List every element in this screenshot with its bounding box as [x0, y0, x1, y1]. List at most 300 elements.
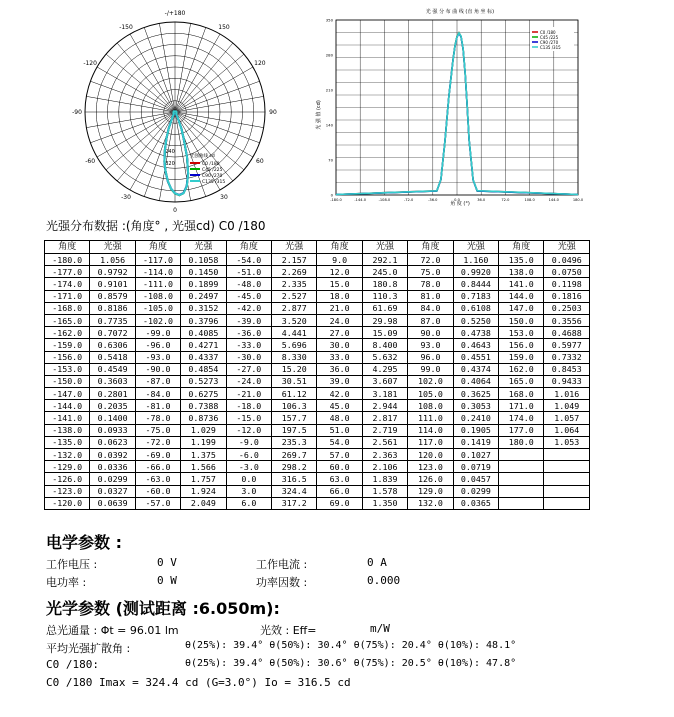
- polar-radial-label: 320: [165, 161, 175, 167]
- table-cell: 30.51: [272, 375, 317, 387]
- table-cell: -66.0: [135, 461, 180, 473]
- table-cell: 171.0: [499, 400, 544, 412]
- table-cell: 1.350: [362, 497, 407, 509]
- table-cell: 0.5273: [181, 375, 226, 387]
- polar-angle-label: 30: [220, 193, 228, 201]
- table-cell: -171.0: [45, 290, 90, 302]
- table-cell: 0.1905: [453, 424, 498, 436]
- table-cell: 0.3152: [181, 302, 226, 314]
- table-cell: 57.0: [317, 449, 362, 461]
- table-cell: 66.0: [317, 485, 362, 497]
- table-cell: [544, 449, 590, 461]
- table-cell: 75.0: [408, 266, 453, 278]
- curve-x-tick: 0.0: [454, 198, 460, 202]
- table-cell: 33.0: [317, 351, 362, 363]
- table-header-cell: 角度: [226, 241, 271, 254]
- polar-legend: [190, 152, 225, 185]
- table-cell: 6.0: [226, 497, 271, 509]
- table-cell: 126.0: [408, 473, 453, 485]
- table-cell: 0.0639: [90, 497, 135, 509]
- table-cell: -87.0: [135, 375, 180, 387]
- curve-y-tick: 70: [328, 157, 333, 163]
- c0-beam-angle-values: θ(25%): 39.4° θ(50%): 30.6° θ(75%): 20.5° θ(10%): 47.8°: [185, 658, 517, 669]
- table-cell: 0.4085: [181, 327, 226, 339]
- table-cell: 0.3796: [181, 314, 226, 326]
- curve-x-tick: 36.0: [477, 198, 486, 202]
- table-cell: 0.2035: [90, 400, 135, 412]
- table-cell: 4.295: [362, 363, 407, 375]
- table-cell: -81.0: [135, 400, 180, 412]
- table-cell: -75.0: [135, 424, 180, 436]
- table-cell: 0.0392: [90, 449, 135, 461]
- table-cell: 27.0: [317, 327, 362, 339]
- table-cell: -78.0: [135, 412, 180, 424]
- table-cell: -132.0: [45, 449, 90, 461]
- table-row: [45, 314, 590, 326]
- table-cell: 0.6306: [90, 339, 135, 351]
- table-cell: -120.0: [45, 497, 90, 509]
- table-cell: 15.20: [272, 363, 317, 375]
- curve-x-tick: 108.0: [524, 198, 535, 202]
- table-cell: 2.527: [272, 290, 317, 302]
- table-cell: 1.029: [181, 424, 226, 436]
- table-cell: -9.0: [226, 436, 271, 448]
- table-row: [45, 449, 590, 461]
- table-cell: 0.1419: [453, 436, 498, 448]
- table-cell: -6.0: [226, 449, 271, 461]
- curve-y-tick: 350: [325, 17, 333, 23]
- table-cell: 1.757: [181, 473, 226, 485]
- table-cell: -96.0: [135, 339, 180, 351]
- table-row: [45, 473, 590, 485]
- polar-chart: [70, 5, 280, 215]
- table-cell: 9.0: [317, 254, 362, 266]
- table-row: [45, 339, 590, 351]
- table-cell: 106.3: [272, 400, 317, 412]
- table-cell: -33.0: [226, 339, 271, 351]
- table-header-cell: 角度: [135, 241, 180, 254]
- table-cell: 235.3: [272, 436, 317, 448]
- voltage-label: 工作电压 :: [46, 558, 98, 571]
- table-cell: 2.157: [272, 254, 317, 266]
- table-header-cell: 光强: [453, 241, 498, 254]
- table-cell: 81.0: [408, 290, 453, 302]
- table-cell: 0.1058: [181, 254, 226, 266]
- table-cell: 3.0: [226, 485, 271, 497]
- table-cell: 180.8: [362, 278, 407, 290]
- table-cell: -36.0: [226, 327, 271, 339]
- table-cell: [499, 497, 544, 509]
- table-cell: 0.6275: [181, 388, 226, 400]
- table-cell: 108.0: [408, 400, 453, 412]
- table-cell: 153.0: [499, 327, 544, 339]
- avg-beam-angle-label: 平均光强扩散角 :: [46, 642, 131, 655]
- table-cell: 51.0: [317, 424, 362, 436]
- table-cell: -72.0: [135, 436, 180, 448]
- curve-x-tick: -72.0: [403, 198, 414, 202]
- table-cell: 245.0: [362, 266, 407, 278]
- table-cell: -93.0: [135, 351, 180, 363]
- table-cell: 0.2503: [544, 302, 590, 314]
- table-cell: [544, 473, 590, 485]
- table-cell: 316.5: [272, 473, 317, 485]
- table-cell: -12.0: [226, 424, 271, 436]
- curve-x-tick: -108.0: [378, 198, 391, 202]
- table-cell: -51.0: [226, 266, 271, 278]
- curve-ylabel: 光 强 值 (cd): [316, 100, 322, 130]
- table-cell: -153.0: [45, 363, 90, 375]
- table-cell: 0.4854: [181, 363, 226, 375]
- table-cell: 18.0: [317, 290, 362, 302]
- avg-beam-angle-values: θ(25%): 39.4° θ(50%): 30.4° θ(75%): 20.4° θ(10%): 48.1°: [185, 640, 517, 651]
- table-cell: 159.0: [499, 351, 544, 363]
- table-cell: 0.2410: [453, 412, 498, 424]
- table-cell: 0.0299: [453, 485, 498, 497]
- table-cell: -141.0: [45, 412, 90, 424]
- c0-beam-angle-label: C0 /180:: [46, 658, 99, 671]
- table-cell: 120.0: [408, 449, 453, 461]
- table-cell: 0.0365: [453, 497, 498, 509]
- table-cell: 147.0: [499, 302, 544, 314]
- table-header-cell: 光强: [181, 241, 226, 254]
- polar-radial-label: 240: [165, 149, 175, 155]
- table-cell: -174.0: [45, 278, 90, 290]
- table-cell: -57.0: [135, 497, 180, 509]
- table-cell: 69.0: [317, 497, 362, 509]
- table-header-cell: 光强: [272, 241, 317, 254]
- table-cell: -45.0: [226, 290, 271, 302]
- table-cell: 15.09: [362, 327, 407, 339]
- table-cell: 1.160: [453, 254, 498, 266]
- curve-legend-label: C45 /225: [540, 35, 559, 40]
- intensity-curve-chart: [312, 5, 582, 208]
- table-cell: 0.8444: [453, 278, 498, 290]
- polar-legend-label: C135 /315: [202, 180, 226, 185]
- table-cell: 269.7: [272, 449, 317, 461]
- table-cell: -177.0: [45, 266, 90, 278]
- polar-angle-label: 90: [269, 109, 277, 116]
- table-cell: 0.5977: [544, 339, 590, 351]
- table-cell: 2.944: [362, 400, 407, 412]
- table-cell: 90.0: [408, 327, 453, 339]
- table-cell: -18.0: [226, 400, 271, 412]
- table-cell: -165.0: [45, 314, 90, 326]
- table-cell: 96.0: [408, 351, 453, 363]
- table-cell: 197.5: [272, 424, 317, 436]
- polar-angle-label: 0: [173, 207, 177, 214]
- table-cell: -99.0: [135, 327, 180, 339]
- table-cell: -162.0: [45, 327, 90, 339]
- curve-x-tick: 180.0: [572, 198, 584, 202]
- table-cell: [499, 473, 544, 485]
- table-header-cell: 角度: [499, 241, 544, 254]
- table-cell: -21.0: [226, 388, 271, 400]
- curve-legend-label: C0 /180: [540, 30, 556, 35]
- table-cell: 0.0327: [90, 485, 135, 497]
- table-cell: 317.2: [272, 497, 317, 509]
- table-cell: 4.441: [272, 327, 317, 339]
- table-cell: 0.3556: [544, 314, 590, 326]
- power-label: 电功率 :: [46, 576, 87, 589]
- table-cell: 29.98: [362, 314, 407, 326]
- table-cell: 0.4337: [181, 351, 226, 363]
- polar-legend-label: C90 /270: [202, 174, 223, 179]
- table-cell: 0.1450: [181, 266, 226, 278]
- table-cell: 3.607: [362, 375, 407, 387]
- table-cell: 39.0: [317, 375, 362, 387]
- table-cell: 0.1400: [90, 412, 135, 424]
- polar-angle-labels: [72, 24, 277, 214]
- power-value: 0 W: [157, 574, 177, 587]
- table-cell: 150.0: [499, 314, 544, 326]
- table-cell: 111.0: [408, 412, 453, 424]
- table-cell: 30.0: [317, 339, 362, 351]
- table-cell: 15.0: [317, 278, 362, 290]
- table-cell: 156.0: [499, 339, 544, 351]
- curve-y-tick: 140: [325, 122, 333, 128]
- table-row: [45, 497, 590, 509]
- table-cell: 110.3: [362, 290, 407, 302]
- table-cell: 93.0: [408, 339, 453, 351]
- table-cell: 12.0: [317, 266, 362, 278]
- curve-legend: [530, 27, 574, 51]
- curve-x-tick: 144.0: [548, 198, 559, 202]
- table-cell: 292.1: [362, 254, 407, 266]
- table-row: [45, 375, 590, 387]
- table-cell: -60.0: [135, 485, 180, 497]
- table-cell: 3.181: [362, 388, 407, 400]
- table-cell: 1.839: [362, 473, 407, 485]
- intensity-data-table: [44, 240, 590, 510]
- table-cell: 45.0: [317, 400, 362, 412]
- table-cell: -135.0: [45, 436, 90, 448]
- table-cell: 2.877: [272, 302, 317, 314]
- table-cell: -54.0: [226, 254, 271, 266]
- table-cell: -30.0: [226, 351, 271, 363]
- table-cell: 298.2: [272, 461, 317, 473]
- table-cell: 2.049: [181, 497, 226, 509]
- table-header-cell: 光强: [362, 241, 407, 254]
- table-cell: -123.0: [45, 485, 90, 497]
- table-cell: -42.0: [226, 302, 271, 314]
- table-cell: 0.3053: [453, 400, 498, 412]
- table-cell: 141.0: [499, 278, 544, 290]
- table-cell: 1.578: [362, 485, 407, 497]
- table-cell: 2.817: [362, 412, 407, 424]
- table-cell: 0.8186: [90, 302, 135, 314]
- table-cell: 0.4271: [181, 339, 226, 351]
- power-factor-value: 0.000: [367, 574, 401, 587]
- table-cell: 72.0: [408, 254, 453, 266]
- table-cell: 0.0: [226, 473, 271, 485]
- table-cell: 61.69: [362, 302, 407, 314]
- table-cell: 0.6108: [453, 302, 498, 314]
- table-cell: -129.0: [45, 461, 90, 473]
- table-cell: 0.4738: [453, 327, 498, 339]
- table-cell: 0.5418: [90, 351, 135, 363]
- table-cell: -48.0: [226, 278, 271, 290]
- table-cell: 324.4: [272, 485, 317, 497]
- polar-legend-label: C0 /180: [202, 162, 220, 167]
- table-cell: 5.632: [362, 351, 407, 363]
- table-cell: -150.0: [45, 375, 90, 387]
- table-cell: 36.0: [317, 363, 362, 375]
- table-cell: 0.1816: [544, 290, 590, 302]
- electrical-section-title: 电学参数 :: [46, 533, 122, 552]
- curve-title: 光 强 分 布 曲 线 (直 角 坐 标): [425, 9, 495, 15]
- table-cell: 177.0: [499, 424, 544, 436]
- table-header-cell: 光强: [90, 241, 135, 254]
- curve-x-tick: -36.0: [428, 198, 438, 202]
- table-cell: -114.0: [135, 266, 180, 278]
- table-cell: 0.2801: [90, 388, 135, 400]
- table-cell: -147.0: [45, 388, 90, 400]
- table-cell: -3.0: [226, 461, 271, 473]
- curve-legend-label: C135 /315: [540, 45, 561, 50]
- table-cell: 162.0: [499, 363, 544, 375]
- table-cell: 2.719: [362, 424, 407, 436]
- table-cell: 8.330: [272, 351, 317, 363]
- polar-angle-label: -60: [85, 158, 96, 165]
- table-cell: 0.8579: [90, 290, 135, 302]
- table-cell: 157.7: [272, 412, 317, 424]
- table-row: [45, 327, 590, 339]
- table-cell: 2.106: [362, 461, 407, 473]
- table-cell: 63.0: [317, 473, 362, 485]
- table-cell: -117.0: [135, 254, 180, 266]
- table-cell: 0.1899: [181, 278, 226, 290]
- curve-x-tick: -180.0: [330, 198, 342, 202]
- table-cell: 0.3625: [453, 388, 498, 400]
- voltage-value: 0 V: [157, 556, 177, 569]
- polar-legend-title: 光强曲线 cd: [190, 154, 215, 159]
- table-cell: 0.8736: [181, 412, 226, 424]
- table-cell: 1.064: [544, 424, 590, 436]
- table-cell: 8.400: [362, 339, 407, 351]
- table-cell: 0.0457: [453, 473, 498, 485]
- table-cell: 0.1198: [544, 278, 590, 290]
- table-cell: 61.12: [272, 388, 317, 400]
- polar-angle-label: 150: [218, 24, 230, 32]
- table-row: [45, 290, 590, 302]
- current-label: 工作电流 :: [256, 558, 308, 571]
- table-cell: 24.0: [317, 314, 362, 326]
- table-header-cell: 角度: [317, 241, 362, 254]
- table-cell: 135.0: [499, 254, 544, 266]
- table-cell: -84.0: [135, 388, 180, 400]
- table-cell: 0.5250: [453, 314, 498, 326]
- polar-angle-label: 120: [254, 60, 266, 67]
- table-cell: 0.7072: [90, 327, 135, 339]
- polar-legend-label: C45 /225: [202, 168, 223, 173]
- current-value: 0 A: [367, 556, 387, 569]
- table-header-row: [45, 241, 590, 254]
- table-cell: 1.924: [181, 485, 226, 497]
- table-cell: [544, 461, 590, 473]
- table-cell: 5.696: [272, 339, 317, 351]
- table-cell: 1.057: [544, 412, 590, 424]
- table-cell: 1.056: [90, 254, 135, 266]
- table-row: [45, 436, 590, 448]
- table-cell: 0.4551: [453, 351, 498, 363]
- efficacy-label: 光效 : Eff=: [260, 624, 317, 637]
- table-cell: 0.0496: [544, 254, 590, 266]
- table-cell: [499, 485, 544, 497]
- table-cell: 2.269: [272, 266, 317, 278]
- table-cell: 2.363: [362, 449, 407, 461]
- polar-angle-label: -90: [72, 109, 82, 116]
- table-row: [45, 363, 590, 375]
- optical-section-title: 光学参数 (测试距离 :6.050m):: [46, 599, 280, 618]
- table-cell: -138.0: [45, 424, 90, 436]
- table-cell: 129.0: [408, 485, 453, 497]
- table-cell: -156.0: [45, 351, 90, 363]
- table-cell: 42.0: [317, 388, 362, 400]
- curve-x-tick: -144.0: [354, 198, 366, 202]
- table-cell: -159.0: [45, 339, 90, 351]
- table-row: [45, 424, 590, 436]
- table-cell: 0.8453: [544, 363, 590, 375]
- table-cell: -126.0: [45, 473, 90, 485]
- table-cell: 144.0: [499, 290, 544, 302]
- table-cell: 168.0: [499, 388, 544, 400]
- table-title: 光强分布数据 :(角度° , 光强cd) C0 /180: [46, 219, 266, 233]
- table-cell: 0.7332: [544, 351, 590, 363]
- table-header-cell: 角度: [408, 241, 453, 254]
- table-cell: -168.0: [45, 302, 90, 314]
- table-cell: 0.0623: [90, 436, 135, 448]
- table-cell: 2.335: [272, 278, 317, 290]
- table-cell: 60.0: [317, 461, 362, 473]
- table-cell: -39.0: [226, 314, 271, 326]
- table-cell: 1.375: [181, 449, 226, 461]
- polar-angle-label: -150: [119, 24, 133, 32]
- table-cell: 123.0: [408, 461, 453, 473]
- table-cell: 0.9920: [453, 266, 498, 278]
- efficacy-unit: m/W: [370, 622, 390, 635]
- table-cell: 0.1027: [453, 449, 498, 461]
- table-cell: 0.2497: [181, 290, 226, 302]
- table-cell: 1.199: [181, 436, 226, 448]
- table-cell: 48.0: [317, 412, 362, 424]
- table-cell: 0.4688: [544, 327, 590, 339]
- curve-y-tick: 280: [325, 52, 333, 58]
- table-row: [45, 461, 590, 473]
- table-cell: 0.7388: [181, 400, 226, 412]
- table-cell: -63.0: [135, 473, 180, 485]
- table-cell: [544, 485, 590, 497]
- table-cell: [499, 449, 544, 461]
- table-cell: -24.0: [226, 375, 271, 387]
- table-cell: 117.0: [408, 436, 453, 448]
- table-cell: 1.053: [544, 436, 590, 448]
- table-cell: 0.4549: [90, 363, 135, 375]
- table-cell: 0.9433: [544, 375, 590, 387]
- table-cell: [499, 461, 544, 473]
- power-factor-label: 功率因数 :: [256, 576, 308, 589]
- table-cell: 105.0: [408, 388, 453, 400]
- table-cell: -90.0: [135, 363, 180, 375]
- table-cell: -27.0: [226, 363, 271, 375]
- table-cell: 0.7183: [453, 290, 498, 302]
- table-cell: [544, 497, 590, 509]
- table-cell: 132.0: [408, 497, 453, 509]
- table-row: [45, 485, 590, 497]
- table-cell: 84.0: [408, 302, 453, 314]
- table-cell: -69.0: [135, 449, 180, 461]
- table-cell: -105.0: [135, 302, 180, 314]
- table-cell: 1.016: [544, 388, 590, 400]
